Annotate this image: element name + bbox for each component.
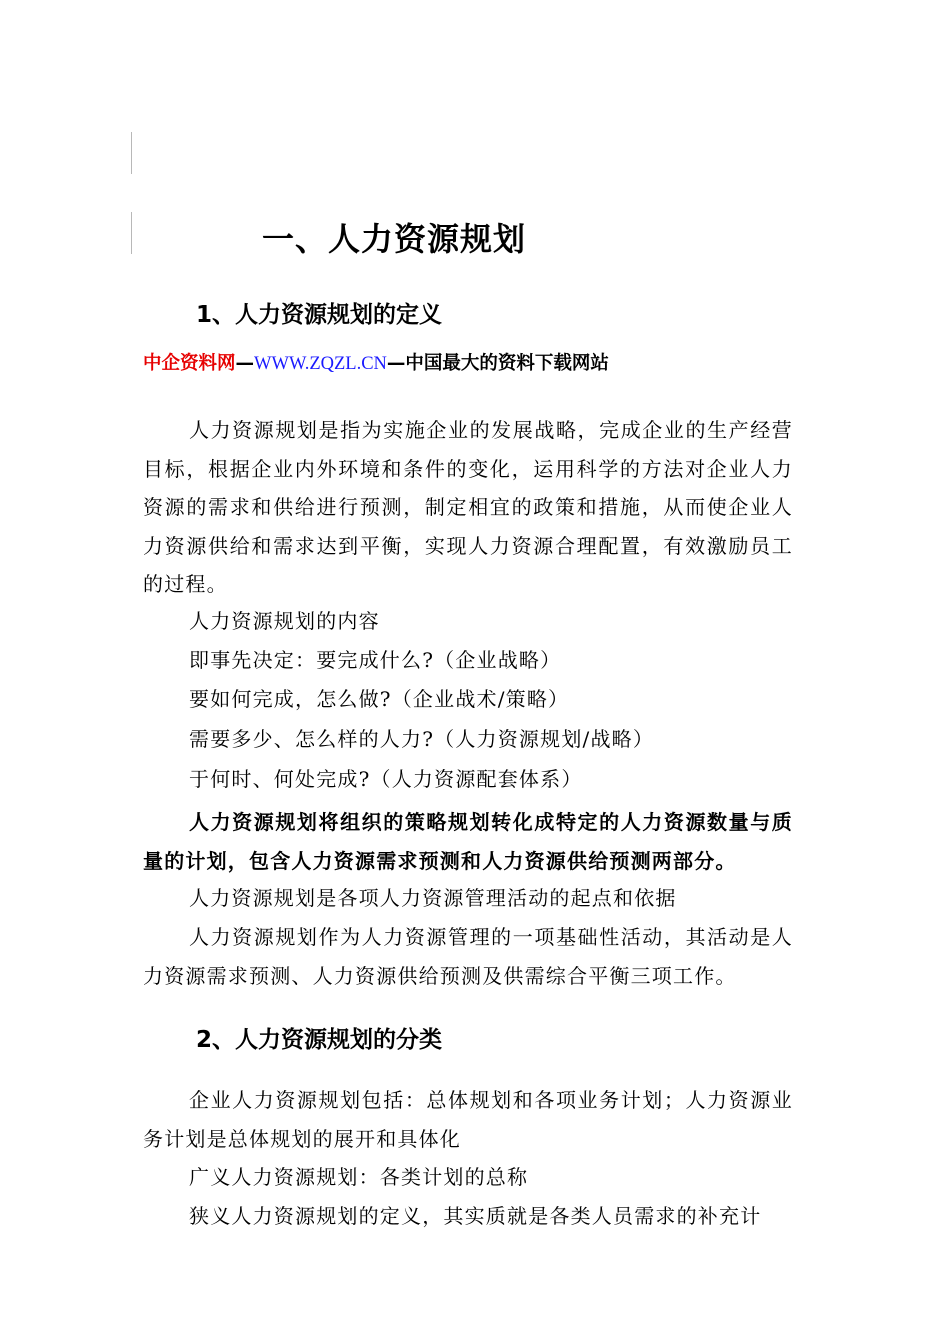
content-line-how-many: 需要多少、怎么样的人力?（人力资源规划/战略） xyxy=(189,727,655,751)
definition-paragraph: 人力资源规划是指为实施企业的发展战略，完成企业的生产经营目标，根据企业内外环境和条件的变化，运用科学的方法对企业人力资源的需求和供给进行预测，制定相宜的政策和措施，从而使企业人力资源供给和需求达到平衡，实现人力资源合理配置，有效激励员工的过程。 xyxy=(143,418,793,596)
banner-site-name: 中企资料网 xyxy=(143,353,236,374)
banner-tagline: 中国最大的资料下载网站 xyxy=(405,353,609,374)
broad-definition-line: 广义人力资源规划：各类计划的总称 xyxy=(189,1165,529,1189)
section-heading-definition: 1、人力资源规划的定义 xyxy=(196,302,443,328)
page-title: 一、人力资源规划 xyxy=(262,220,527,258)
banner-dash: — xyxy=(386,353,406,374)
margin-marker xyxy=(131,132,132,174)
classification-paragraph: 企业人力资源规划包括：总体规划和各项业务计划；人力资源业务计划是总体规划的展开和具体化 xyxy=(143,1088,793,1151)
banner-dash: — xyxy=(235,353,255,374)
content-line-when-where: 于何时、何处完成?（人力资源配套体系） xyxy=(189,767,583,791)
content-line-what: 即事先决定：要完成什么?（企业战略） xyxy=(189,648,562,672)
section-heading-classification: 2、人力资源规划的分类 xyxy=(196,1027,443,1053)
banner-url-link[interactable]: WWW.ZQZL.CN xyxy=(254,354,387,374)
basis-line: 人力资源规划是各项人力资源管理活动的起点和依据 xyxy=(189,886,677,910)
content-heading-line: 人力资源规划的内容 xyxy=(189,609,380,633)
key-statement-paragraph: 人力资源规划将组织的策略规划转化成特定的人力资源数量与质量的计划，包含人力资源需求预测和人力资源供给预测两部分。 xyxy=(143,810,793,873)
narrow-definition-line: 狭义人力资源规划的定义，其实质就是各类人员需求的补充计 xyxy=(189,1204,762,1228)
site-banner xyxy=(143,349,609,375)
activity-paragraph: 人力资源规划作为人力资源管理的一项基础性活动，其活动是人力资源需求预测、人力资源供给预测及供需综合平衡三项工作。 xyxy=(143,925,793,988)
margin-marker xyxy=(131,212,132,254)
content-line-how: 要如何完成，怎么做?（企业战术/策略） xyxy=(189,687,570,711)
